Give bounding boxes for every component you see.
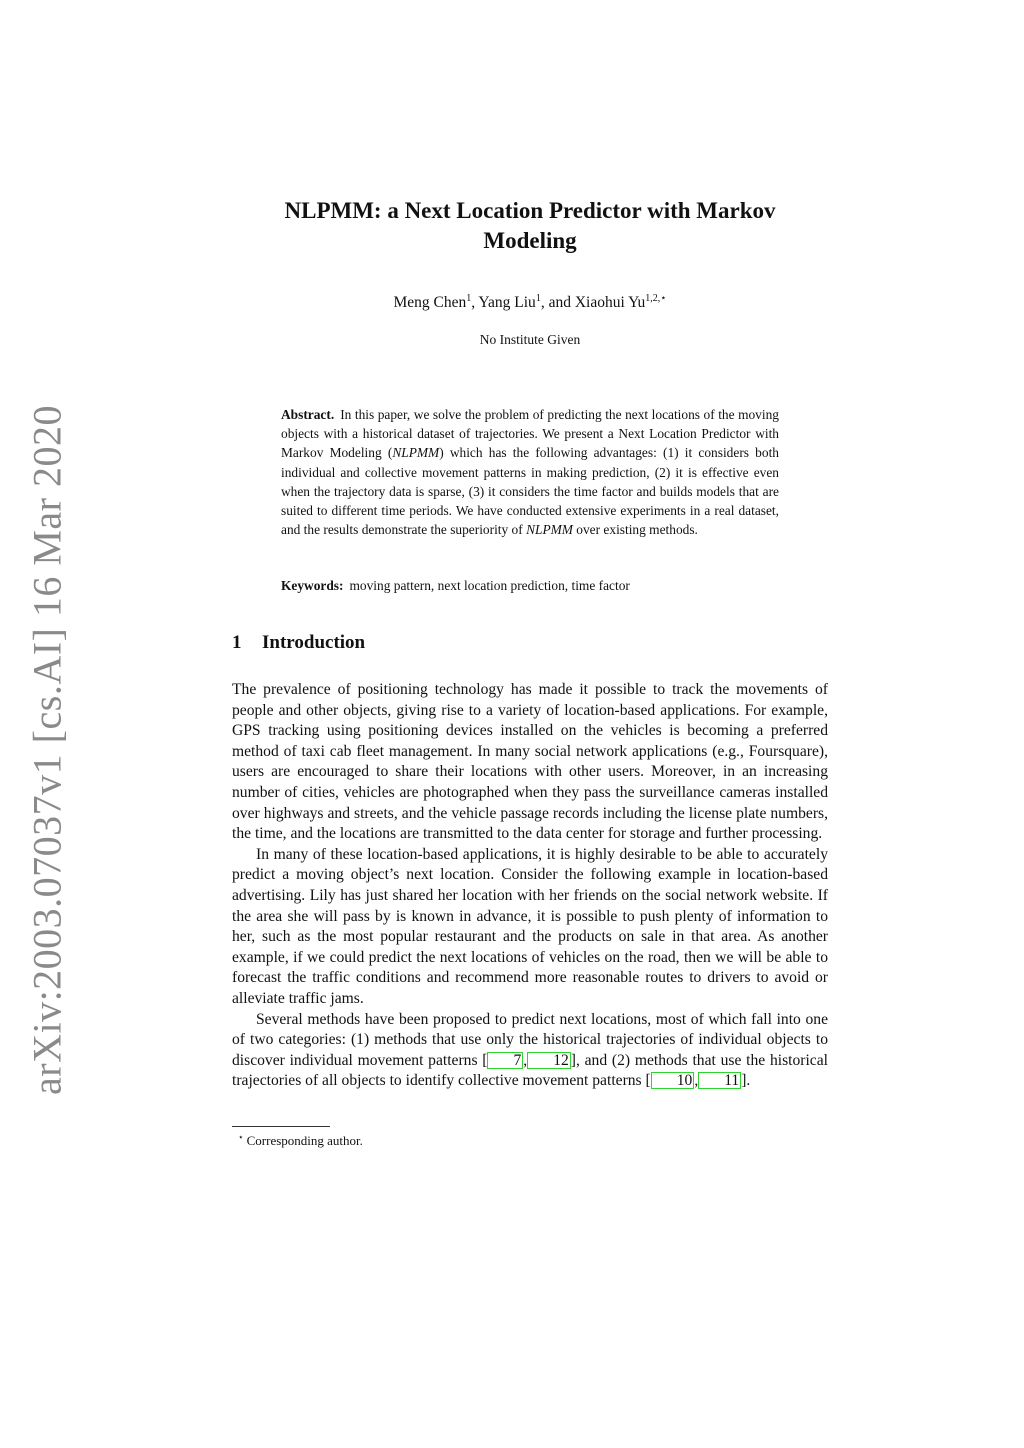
abstract-text: over existing methods. bbox=[572, 522, 698, 538]
body-text-fragment: ], and (2) methods that use the historical trajectories of all objects to identify collective movement patterns [ bbox=[232, 1051, 828, 1090]
section-heading bbox=[232, 631, 365, 655]
footnote bbox=[232, 1128, 363, 1150]
abstract bbox=[281, 405, 779, 539]
institute-line: No Institute Given bbox=[479, 332, 581, 347]
keywords-text: moving pattern, next location prediction, time factor bbox=[349, 578, 630, 593]
arxiv-identifier-stamp: arXiv:2003.07037v1 [cs.AI] 16 Mar 2020 bbox=[24, 405, 70, 1095]
author-separator: , and bbox=[540, 294, 575, 311]
paper-title bbox=[232, 196, 828, 256]
section-title: Introduction bbox=[262, 632, 366, 653]
body-paragraph-1: The prevalence of positioning technology has made it possible to track the movements of people and other objects, giving rise to a variety of location-based applications. For example, GPS tracking using positioning devices installed on the vehicles is becoming a preferred method of taxi cab fleet management. In many social network applications (e.g., Foursquare), users are encouraged to share their locations with other users. Moreover, in an increasing number of cities, vehicles are photographed when they pass the surveillance cameras installed over highways and streets, and the vehicle passage records including the license plate numbers, the time, and the locations are transmitted to the data center for storage and further processing. bbox=[232, 681, 828, 843]
abstract-label: Abstract. bbox=[281, 407, 335, 422]
author-list bbox=[232, 292, 828, 314]
body-text-fragment: ]. bbox=[741, 1072, 751, 1090]
footnote-divider bbox=[232, 1126, 330, 1127]
paper-title-line-2: Modeling bbox=[483, 228, 577, 253]
author-name: Xiaohui Yu bbox=[574, 294, 646, 311]
footnote-mark: ⋆ bbox=[238, 1132, 244, 1142]
abstract-text: In this paper, we solve the problem of predicting the next locations of the moving objects with a historical dataset of trajectories. We present a Next Location Predictor with Markov Modeling ( bbox=[281, 407, 779, 461]
author-affiliation-mark: 1 bbox=[466, 293, 472, 304]
footnote-text: Corresponding author. bbox=[246, 1133, 363, 1148]
body-paragraph-3 bbox=[232, 1010, 828, 1092]
author-name: Yang Liu bbox=[478, 294, 536, 311]
citation-link-10[interactable]: 10 bbox=[651, 1072, 695, 1089]
citation-separator: , bbox=[694, 1072, 699, 1090]
abstract-method-name: NLPMM bbox=[392, 445, 440, 461]
abstract-text: ) which has the following advantages: (1) it considers both individual and collective movement patterns in making prediction, (2) it is effective even when the trajectory data is sparse, (3) it considers the time factor and builds models that are suited to different time periods. We have conducted extensive experiments in a real dataset, and the results demonstrate the superiority of bbox=[281, 445, 779, 538]
citation-link-7[interactable]: 7 bbox=[487, 1052, 523, 1069]
body-text bbox=[232, 680, 828, 1092]
citation-link-12[interactable]: 12 bbox=[527, 1052, 571, 1069]
paper-title-line-1: NLPMM: a Next Location Predictor with Markov bbox=[284, 198, 776, 223]
keywords bbox=[281, 576, 779, 595]
author-separator: , bbox=[471, 294, 479, 311]
abstract-method-name: NLPMM bbox=[526, 522, 573, 538]
body-paragraph-2: In many of these location-based applications, it is highly desirable to be able to accurately predict a moving object’s next location. Consider the following example in location-based advertising. Lily has just shared her location with her friends on the social network website. If the area she will pass by is known in advance, it is possible to push plenty of information to her, such as the most popular restaurant and the products on sale in that area. As another example, if we could predict the next locations of vehicles on the road, then we will be able to forecast the traffic conditions and recommend more reasonable routes to drivers to avoid or alleviate traffic jams. bbox=[232, 845, 828, 1007]
author-affiliation-mark: 1,2,⋆ bbox=[645, 293, 667, 304]
author-name: Meng Chen bbox=[393, 294, 467, 311]
body-text-fragment: Several methods have been proposed to predict next locations, most of which fall into one of two categories: (1) methods that use only the historical trajectories of individual objects to discover individual movement patterns [ bbox=[232, 1010, 828, 1069]
author-affiliation-mark: 1 bbox=[535, 293, 541, 304]
keywords-label: Keywords: bbox=[281, 578, 344, 593]
citation-link-11[interactable]: 11 bbox=[698, 1072, 741, 1089]
citation-separator: , bbox=[523, 1051, 528, 1069]
section-number: 1 bbox=[232, 632, 242, 653]
